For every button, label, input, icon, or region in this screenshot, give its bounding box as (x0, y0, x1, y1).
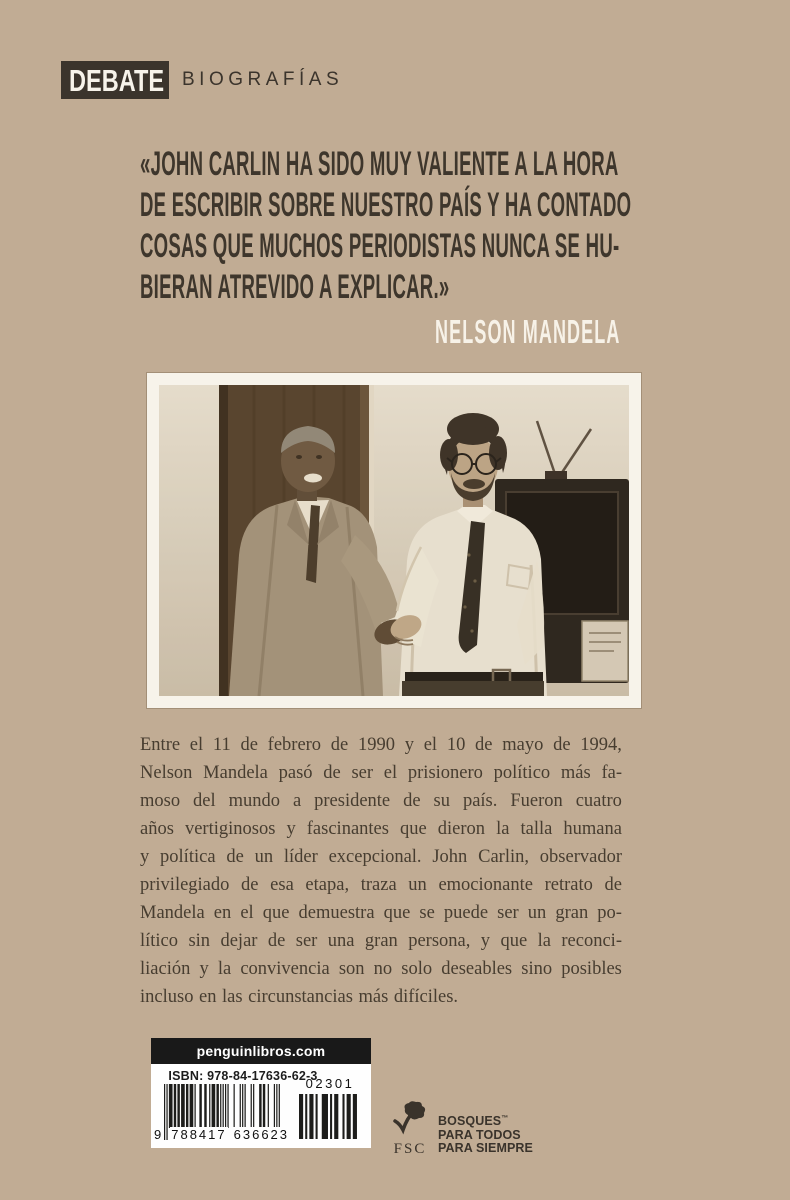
fsc-mark (391, 1101, 429, 1158)
review-quote-attribution: NELSON MANDELA (435, 313, 621, 350)
syn-line-8: lítico sin dejar de ser una gran persona, y que la reconci- (140, 931, 622, 951)
fsc-logo (391, 1101, 533, 1158)
website-bar (151, 1038, 371, 1064)
fsc-tagline (438, 1112, 533, 1158)
cover-photo-scene (159, 385, 629, 696)
addon-code: 02301 (305, 1076, 355, 1091)
ean-group1: 788417 (171, 1127, 227, 1142)
cover-photo (147, 373, 641, 708)
trademark-symbol: ™ (501, 1115, 509, 1122)
barcode-addon (299, 1076, 361, 1144)
fsc-tree-check-icon (392, 1101, 428, 1135)
review-quote-lines (140, 144, 632, 308)
syn-line-4: años vertiginosos y fascinantes que dieron la talla humana (140, 819, 622, 839)
ean-lead-digit: 9 (154, 1127, 164, 1142)
syn-line-6: privilegiado de esa etapa, traza un emocionante retrato de (140, 875, 622, 895)
fsc-acronym: FSC (393, 1141, 427, 1157)
syn-line-10: incluso en las circunstancias más difíciles. (140, 987, 459, 1007)
ean-barcode-wrap (154, 1084, 290, 1146)
ean-digits (153, 1127, 290, 1142)
collection-label: BIOGRAFÍAS (182, 69, 344, 90)
synopsis-text (140, 731, 622, 1011)
addon-barcode (299, 1094, 358, 1139)
fsc-line-para-todos: PARA TODOS (438, 1127, 521, 1142)
ean-group2: 636623 (233, 1127, 290, 1142)
isbn-label: ISBN: 978-84-17636-62-3 (168, 1069, 318, 1083)
publisher-brand (61, 61, 343, 99)
fsc-line-para-siempre: PARA SIEMPRE (438, 1141, 533, 1156)
quote-line-1: «JOHN CARLIN HA SIDO MUY VALIENTE A LA HORA (140, 145, 619, 183)
debate-logo-text: DEBATE (69, 62, 165, 98)
syn-line-3: moso del mundo a presidente de su país. Fueron cuatro (140, 791, 622, 811)
barcode-area (151, 1064, 371, 1148)
quote-line-3: COSAS QUE MUCHOS PERIODISTAS NUNCA SE HU- (140, 227, 620, 265)
syn-line-2: Nelson Mandela pasó de ser el prisionero político más fa- (140, 763, 622, 783)
quote-line-4: BIERAN ATREVIDO A EXPLICAR.» (140, 268, 450, 306)
review-quote (140, 144, 632, 350)
syn-line-5: y política de un líder excepcional. John Carlin, observador (140, 847, 622, 867)
syn-line-7: Mandela en el que demuestra que se puede ser un gran po- (140, 903, 622, 923)
barcode-panel (151, 1038, 371, 1148)
debate-logo (61, 61, 169, 99)
website-url: penguinlibros.com (196, 1043, 326, 1059)
quote-line-2: DE ESCRIBIR SOBRE NUESTRO PAÍS Y HA CONTADO (140, 186, 632, 224)
syn-line-9: liación y la convivencia son no solo deseables sino posibles (140, 959, 622, 979)
syn-line-1: Entre el 11 de febrero de 1990 y el 10 de mayo de 1994, (140, 735, 622, 755)
fsc-line-bosques: BOSQUES (438, 1114, 502, 1129)
